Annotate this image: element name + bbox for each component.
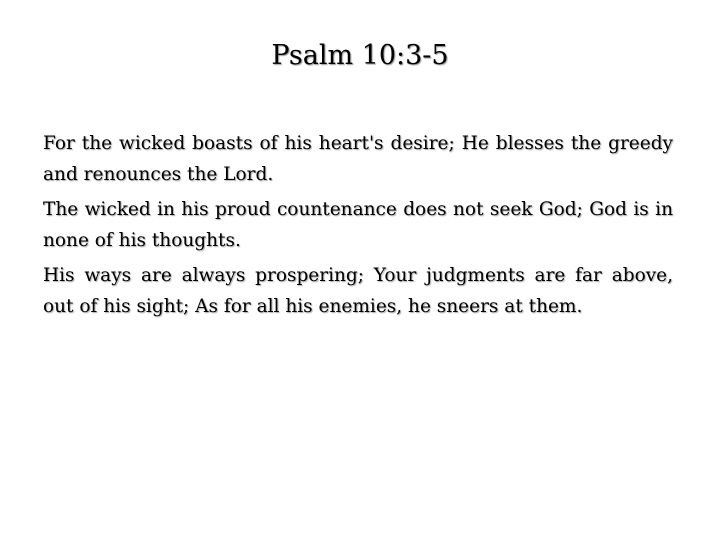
verse-paragraph: The wicked in his proud countenance does not seek God; God is in none of his thoughts. <box>43 199 673 251</box>
verse-paragraph: For the wicked boasts of his heart's desire; He blesses the greedy and renounces the Lord. <box>43 133 673 185</box>
slide-body <box>43 128 673 326</box>
slide-title: Psalm 10:3-5 <box>271 40 449 71</box>
verse-paragraph: His ways are always prospering; Your judgments are far above, out of his sight; As for all his enemies, he sneers at them. <box>43 265 673 317</box>
